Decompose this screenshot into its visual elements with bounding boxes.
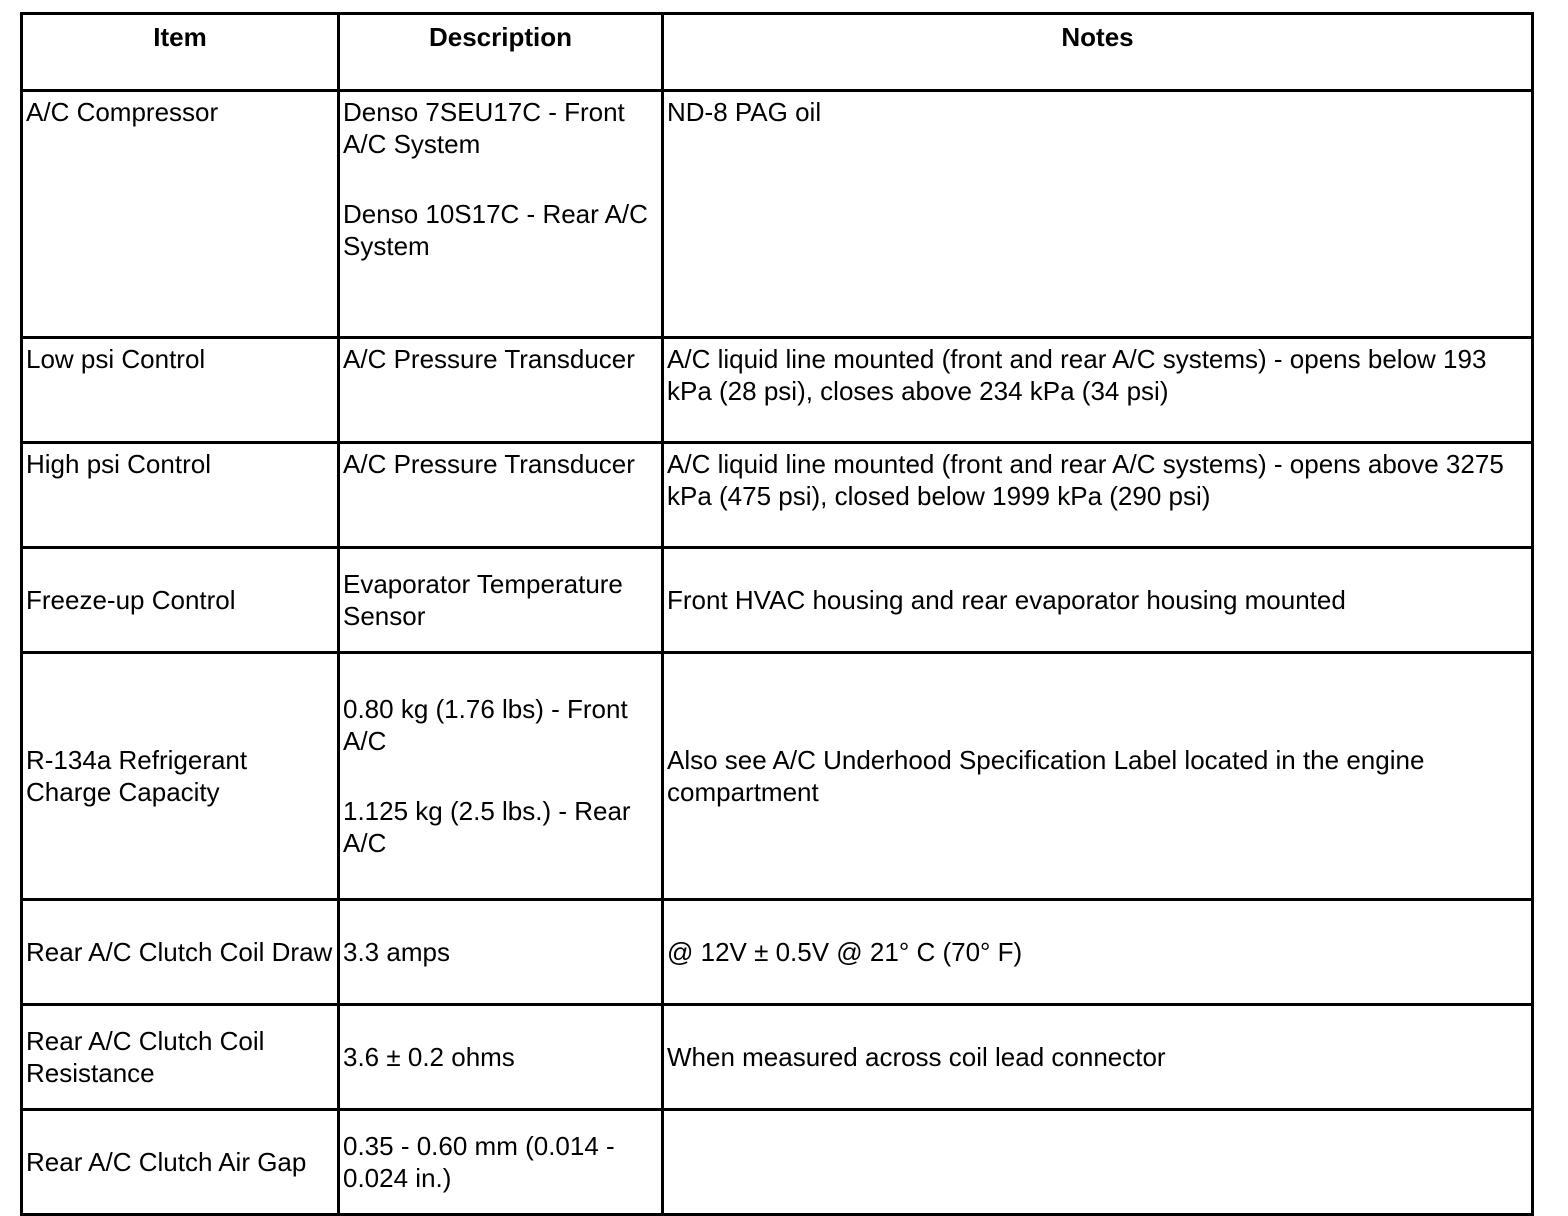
description-cell — [339, 1110, 663, 1215]
header-row — [22, 14, 1533, 91]
notes-cell — [663, 1110, 1533, 1215]
table-row — [22, 443, 1533, 548]
table-row — [22, 1005, 1533, 1110]
description-line: 0.35 - 0.60 mm (0.014 - 0.024 in.) — [343, 1131, 615, 1193]
specifications-table — [20, 12, 1534, 1216]
item-cell: Rear A/C Clutch Air Gap — [22, 1110, 339, 1215]
table-row — [22, 900, 1533, 1005]
notes-cell: ND-8 PAG oil — [663, 91, 1533, 338]
description-line: 0.80 kg (1.76 lbs) - Front A/C — [343, 694, 628, 756]
item-cell: Low psi Control — [22, 338, 339, 443]
description-line: 1.125 kg (2.5 lbs.) - Rear A/C — [343, 796, 631, 858]
table-row — [22, 91, 1533, 338]
description-cell — [339, 900, 663, 1005]
header-item: Item — [22, 14, 339, 91]
description-cell — [339, 91, 663, 338]
notes-cell: A/C liquid line mounted (front and rear A/C systems) - opens above 3275 kPa (475 psi), closed below 1999 kPa (290 psi) — [663, 443, 1533, 548]
description-line: 3.3 amps — [343, 937, 450, 967]
item-cell: High psi Control — [22, 443, 339, 548]
description-cell — [339, 338, 663, 443]
item-cell: Rear A/C Clutch Coil Draw — [22, 900, 339, 1005]
header-description: Description — [339, 14, 663, 91]
notes-cell: @ 12V ± 0.5V @ 21° C (70° F) — [663, 900, 1533, 1005]
header-notes: Notes — [663, 14, 1533, 91]
description-line: Evaporator Temperature Sensor — [343, 569, 623, 631]
table-row — [22, 1110, 1533, 1215]
description-cell — [339, 443, 663, 548]
description-cell — [339, 1005, 663, 1110]
notes-cell: Also see A/C Underhood Specification Label located in the engine compartment — [663, 653, 1533, 900]
description-line: Denso 10S17C - Rear A/C System — [343, 199, 648, 261]
item-cell: A/C Compressor — [22, 91, 339, 338]
item-cell: Freeze-up Control — [22, 548, 339, 653]
description-cell — [339, 653, 663, 900]
notes-cell: Front HVAC housing and rear evaporator housing mounted — [663, 548, 1533, 653]
notes-cell: A/C liquid line mounted (front and rear A/C systems) - opens below 193 kPa (28 psi), closes above 234 kPa (34 psi) — [663, 338, 1533, 443]
description-line: A/C Pressure Transducer — [343, 344, 635, 374]
table-row — [22, 548, 1533, 653]
description-line: A/C Pressure Transducer — [343, 449, 635, 479]
item-cell: Rear A/C Clutch Coil Resistance — [22, 1005, 339, 1110]
notes-cell: When measured across coil lead connector — [663, 1005, 1533, 1110]
description-line: 3.6 ± 0.2 ohms — [343, 1042, 515, 1072]
table-row — [22, 338, 1533, 443]
table-row — [22, 653, 1533, 900]
item-cell: R-134a Refrigerant Charge Capacity — [22, 653, 339, 900]
description-cell — [339, 548, 663, 653]
description-line: Denso 7SEU17C - Front A/C System — [343, 97, 625, 159]
